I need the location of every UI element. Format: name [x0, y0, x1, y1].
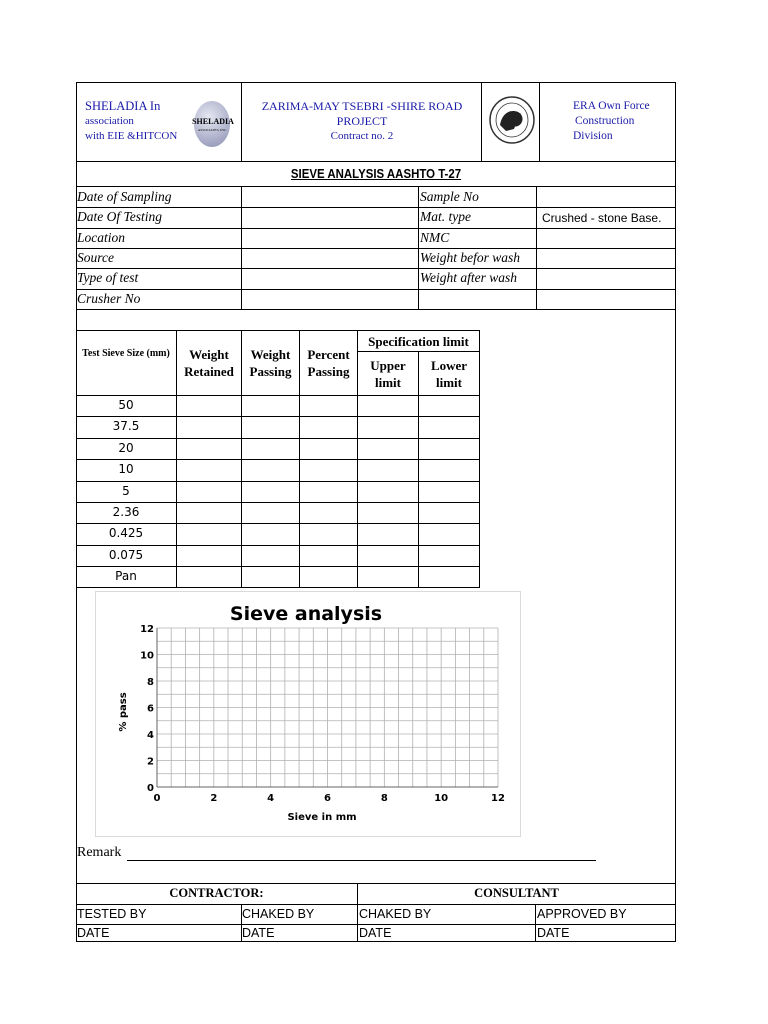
date-of-testing-label: Date Of Testing [77, 209, 163, 224]
sheladia-logo-subtext: ASSOCIATES, INC [197, 128, 227, 132]
info-col-line [241, 186, 242, 309]
col-sieve-size: Test Sieve Size (mm) [82, 348, 170, 359]
sieve-size-cell: 2.36 [112, 505, 140, 519]
tested-by-label: TESTED BY [77, 907, 147, 921]
date-label-3: DATE [359, 926, 392, 940]
chaked-by-contractor-label: CHAKED BY [242, 907, 315, 921]
col-weight-retained-2: Retained [184, 364, 234, 379]
consultant-heading: CONSULTANT [474, 886, 559, 900]
col-percent-passing-1: Percent [307, 347, 350, 362]
date-of-sampling-label: Date of Sampling [77, 189, 172, 204]
sieve-size-cell: 0.425 [108, 526, 144, 541]
sample-no-label: Sample No [420, 189, 479, 204]
form-title: SIEVE ANALYSIS AASHTO T-27 [290, 166, 462, 181]
approved-by-label: APPROVED BY [537, 907, 627, 921]
remark-label: Remark [77, 845, 122, 860]
y-tick-label: 12 [140, 624, 154, 635]
x-tick-label: 6 [324, 793, 331, 804]
col-lower-limit-1: Lower [430, 358, 468, 373]
x-tick-label: 0 [153, 793, 161, 804]
project-name: ZARIMA-MAY TSEBRI -SHIRE ROAD [261, 99, 463, 113]
remark-line[interactable] [127, 860, 596, 861]
mat-type-value: Crushed - stone Base. [542, 211, 662, 225]
company-cell [76, 83, 242, 161]
era-seal-icon [488, 95, 536, 145]
sieve-size-cell: 50 [118, 398, 134, 412]
y-tick-label: 10 [140, 650, 154, 662]
nmc-label: NMC [420, 230, 450, 245]
crusher-no-label: Crusher No [77, 291, 141, 306]
project-cell [242, 83, 482, 161]
col-weight-passing-2: Passing [249, 364, 292, 379]
col-upper-limit-1: Upper [370, 358, 406, 373]
x-tick-label: 10 [434, 793, 449, 804]
footer-col-line [535, 904, 536, 942]
source-label: Source [77, 250, 114, 265]
col-spec-limit: Specification limit [368, 334, 469, 349]
sheladia-logo [192, 101, 234, 147]
sheladia-logo-text: SHELADIA [192, 117, 234, 126]
sieve-size-cell: Pan [115, 569, 137, 584]
weight-before-wash-label: Weight befor wash [420, 250, 521, 265]
x-tick-label: 12 [491, 793, 505, 804]
y-tick-label: 8 [147, 677, 154, 688]
sieve-size-cell: 10 [118, 462, 134, 477]
y-tick-label: 6 [147, 703, 154, 715]
x-tick-label: 4 [267, 793, 275, 804]
type-of-test-label: Type of test [77, 270, 139, 285]
sieve-size-cell: 5 [122, 483, 130, 498]
date-label-4: DATE [537, 926, 570, 940]
footer-top-line [76, 883, 676, 884]
date-label-1: DATE [77, 926, 110, 940]
company-partners: with EIE &HITCON [85, 130, 178, 142]
chart-xlabel: Sieve in mm [287, 812, 357, 823]
era-line-1: ERA Own Force [573, 100, 650, 112]
info-row-line [76, 309, 676, 310]
x-tick-label: 8 [380, 793, 388, 804]
col-weight-retained-1: Weight [189, 347, 229, 362]
date-label-2: DATE [242, 926, 275, 940]
chart-title: Sieve analysis [229, 603, 383, 625]
y-tick-label: 4 [147, 730, 154, 741]
project-label: PROJECT [336, 114, 388, 128]
company-assoc: association [85, 115, 134, 127]
era-cell [540, 83, 676, 161]
spec-divider [357, 351, 480, 352]
y-tick-label: 0 [147, 783, 154, 794]
mat-type-label: Mat. type [420, 209, 471, 224]
chaked-by-consultant-label: CHAKED BY [359, 907, 432, 921]
weight-after-wash-label: Weight after wash [420, 270, 518, 285]
col-weight-passing-1: Weight [250, 347, 291, 362]
header-divider [76, 161, 676, 162]
contract-no: Contract no. 2 [330, 130, 394, 142]
chart-grid [140, 624, 505, 804]
sieve-analysis-chart [95, 591, 521, 837]
chart-ylabel: % pass [118, 692, 129, 732]
info-col-line [536, 186, 537, 309]
era-line-3: Division [573, 130, 613, 142]
info-row-line [76, 228, 676, 229]
era-logo-cell [482, 83, 540, 161]
col-percent-passing-2: Passing [307, 364, 350, 379]
era-line-2: Construction [575, 115, 635, 127]
info-row-line [76, 248, 676, 249]
info-col-line [418, 186, 419, 309]
company-name: SHELADIA In [85, 99, 161, 113]
info-row-line [76, 289, 676, 290]
chart-svg [96, 592, 522, 838]
sieve-size-cell: 20 [118, 440, 134, 455]
location-label: Location [77, 230, 126, 245]
col-upper-limit-2: limit [375, 375, 401, 390]
x-tick-label: 2 [210, 793, 218, 804]
contractor-heading: CONTRACTOR: [169, 886, 264, 900]
info-row-line [76, 268, 676, 269]
sieve-size-cell: 37.5 [112, 419, 140, 434]
col-lower-limit-2: limit [436, 375, 462, 390]
y-tick-label: 2 [147, 756, 154, 768]
sieve-size-cell: 0.075 [108, 547, 144, 562]
